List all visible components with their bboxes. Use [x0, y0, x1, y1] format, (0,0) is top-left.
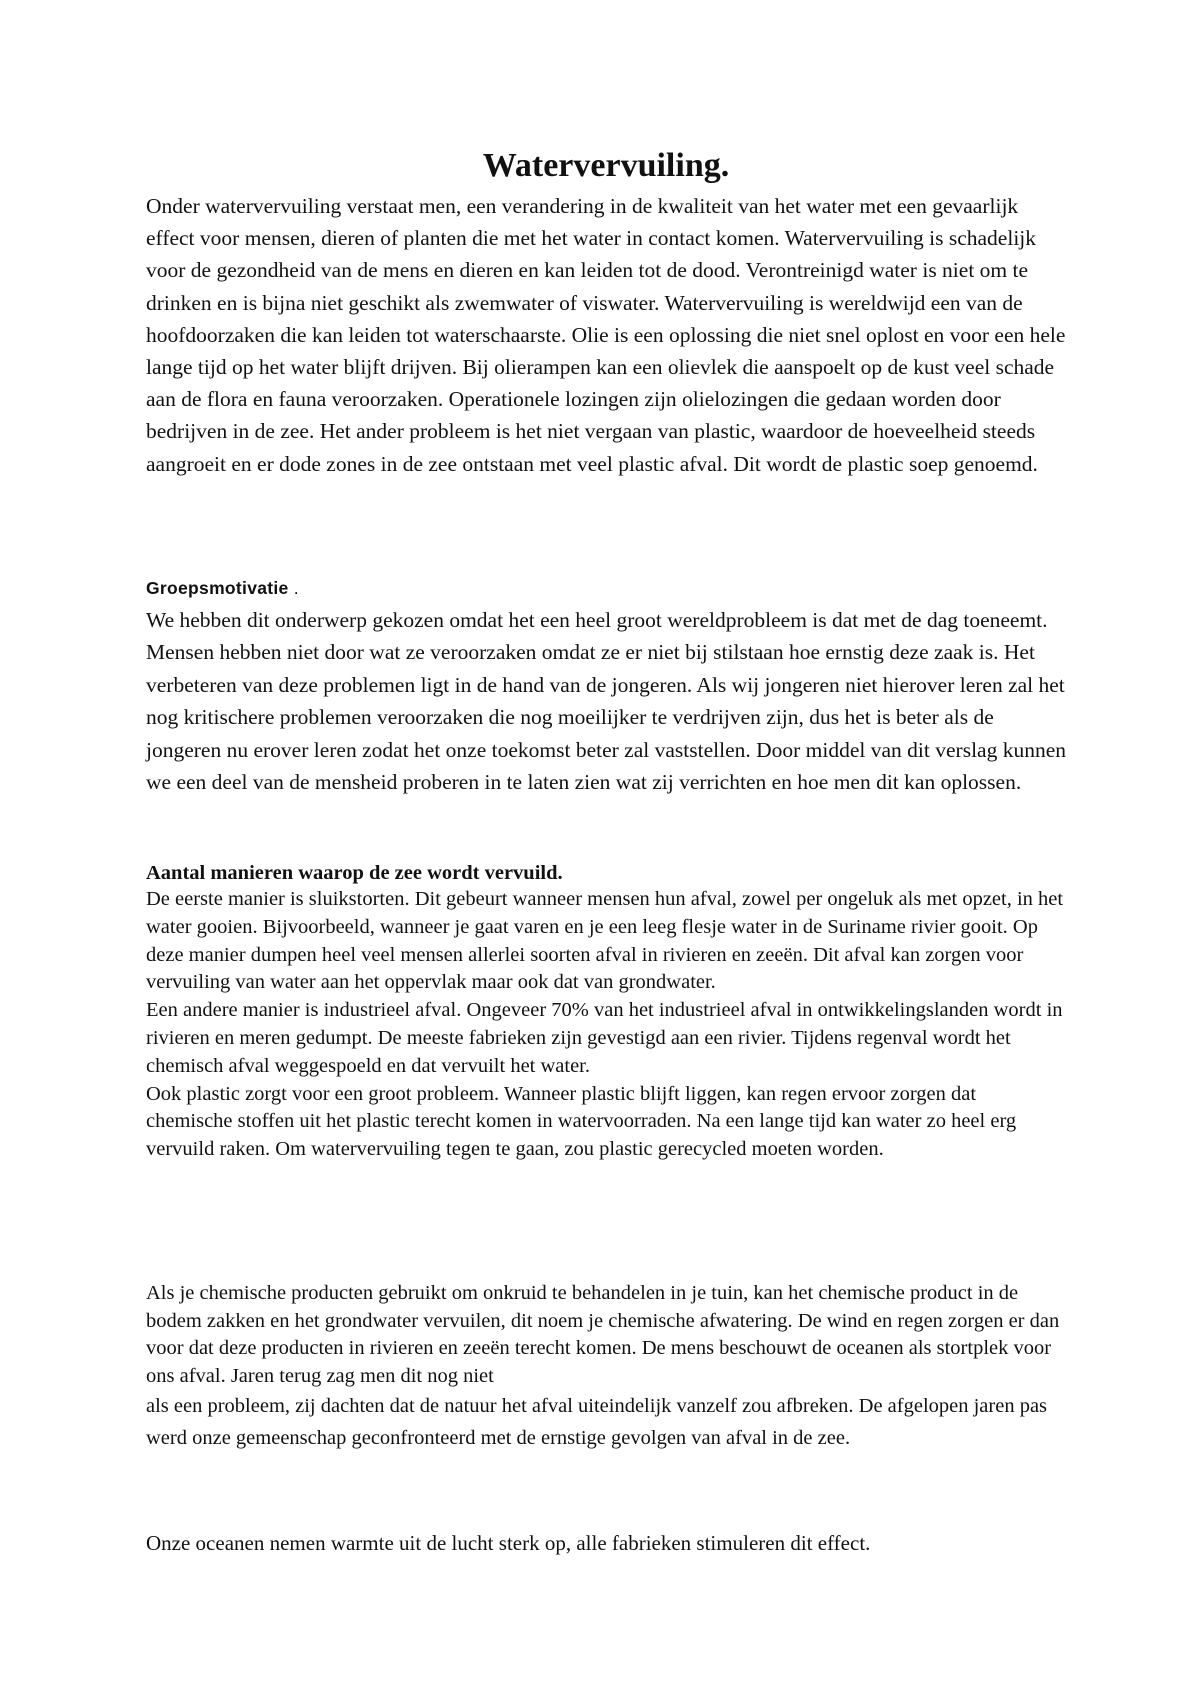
- chemische-afwatering-part2: als een probleem, zij dachten dat de natuur het afval uiteindelijk vanzelf zou afbreken. De afgelopen jaren pas werd onze gemeenschap geconfronteerd met de ernstige gevolgen van afval in de zee.: [146, 1395, 1048, 1450]
- oceanen-paragraph: Onze oceanen nemen warmte uit de lucht sterk op, alle fabrieken stimuleren dit effect.: [146, 1531, 871, 1555]
- section-heading-text: Groepsmotivatie: [146, 578, 289, 598]
- manieren-paragraph-sluikstorten: De eerste manier is sluikstorten. Dit gebeurt wanneer mensen hun afval, zowel per ongeluk als met opzet, in het water gooien. Bijvoorbeeld, wanneer je gaat varen en je een leeg flesje water in de Suriname rivier gooit. Op deze manier dumpen heel veel mensen allerlei soorten afval in rivieren en zeeën. Dit afval kan zorgen voor vervuiling van water aan het oppervlak maar ook dat van grondwater.: [146, 888, 1064, 994]
- groepsmotivatie-paragraph: We hebben dit onderwerp gekozen omdat het een heel groot wereldprobleem is dat met de dag toeneemt. Mensen hebben niet door wat ze veroorzaken omdat ze er niet bij stilstaan hoe ernstig deze zaak is. Het verbeteren van deze problemen ligt in de hand van de jongeren. Als wij jongeren niet hierover leren zal het nog kritischere problemen veroorzaken die nog moeilijker te verdrijven zijn, dus het is beter als de jongeren nu erover leren zodat het onze toekomst beter zal vaststellen. Door middel van dit verslag kunnen we een deel van de mensheid proberen in te laten zien wat zij verrichten en hoe men dit kan oplossen.: [146, 608, 1067, 795]
- intro-paragraph: Onder watervervuiling verstaat men, een verandering in de kwaliteit van het water met een gevaarlijk effect voor mensen, dieren of planten die met het water in contact komen. Watervervuiling is schadelijk voor de gezondheid van de mens en dieren en kan leiden tot de dood. Verontreinigd water is niet om te drinken en is bijna niet geschikt als zwemwater of viswater. Watervervuiling is wereldwijd een van de hoofdoorzaken die kan leiden tot waterschaarste. Olie is een oplossing die niet snel oplost en voor een hele lange tijd op het water blijft drijven. Bij olierampen kan een olievlek die aanspoelt op de kust veel schade aan de flora en fauna veroorzaken. Operationele lozingen zijn olielozingen die gedaan worden door bedrijven in de zee. Het ander probleem is het niet vergaan van plastic, waardoor de hoeveelheid steeds aangroeit en er dode zones in de zee ontstaan met veel plastic afval. Dit wordt de plastic soep genoemd.: [146, 194, 1066, 476]
- chemische-afwatering-part1: Als je chemische producten gebruikt om onkruid te behandelen in je tuin, kan het chemische product in de bodem zakken en het grondwater vervuilen, dit noem je chemische afwatering. De wind en regen zorgen er dan voor dat deze producten in rivieren en zeeën terecht komen. De mens beschouwt de oceanen als stortplek voor ons afval. Jaren terug zag men dit nog niet: [146, 1282, 1060, 1387]
- section-heading-groepsmotivatie: [146, 576, 299, 600]
- manieren-body: [146, 886, 1066, 1164]
- section-heading-manieren: Aantal manieren waarop de zee wordt vervuild.: [146, 862, 563, 884]
- section-heading-suffix: .: [288, 578, 299, 598]
- manieren-paragraph-plastic: Ook plastic zorgt voor een groot probleem. Wanneer plastic blijft liggen, kan regen ervoor zorgen dat chemische stoffen uit het plastic terecht komen in watervoorraden. Na een lange tijd kan water zo heel erg vervuild raken. Om watervervuiling tegen te gaan, zou plastic gerecycled moeten worden.: [146, 1082, 1017, 1161]
- manieren-paragraph-industrieel: Een andere manier is industrieel afval. Ongeveer 70% van het industrieel afval in ontwikkelingslanden wordt in rivieren en meren gedumpt. De meeste fabrieken zijn gevestigd aan een rivier. Tijdens regenval wordt het chemisch afval weggespoeld en dat vervuilt het water.: [146, 999, 1063, 1077]
- document-title: Watervervuiling.: [482, 147, 730, 184]
- chemische-afwatering-paragraph: [146, 1280, 1066, 1454]
